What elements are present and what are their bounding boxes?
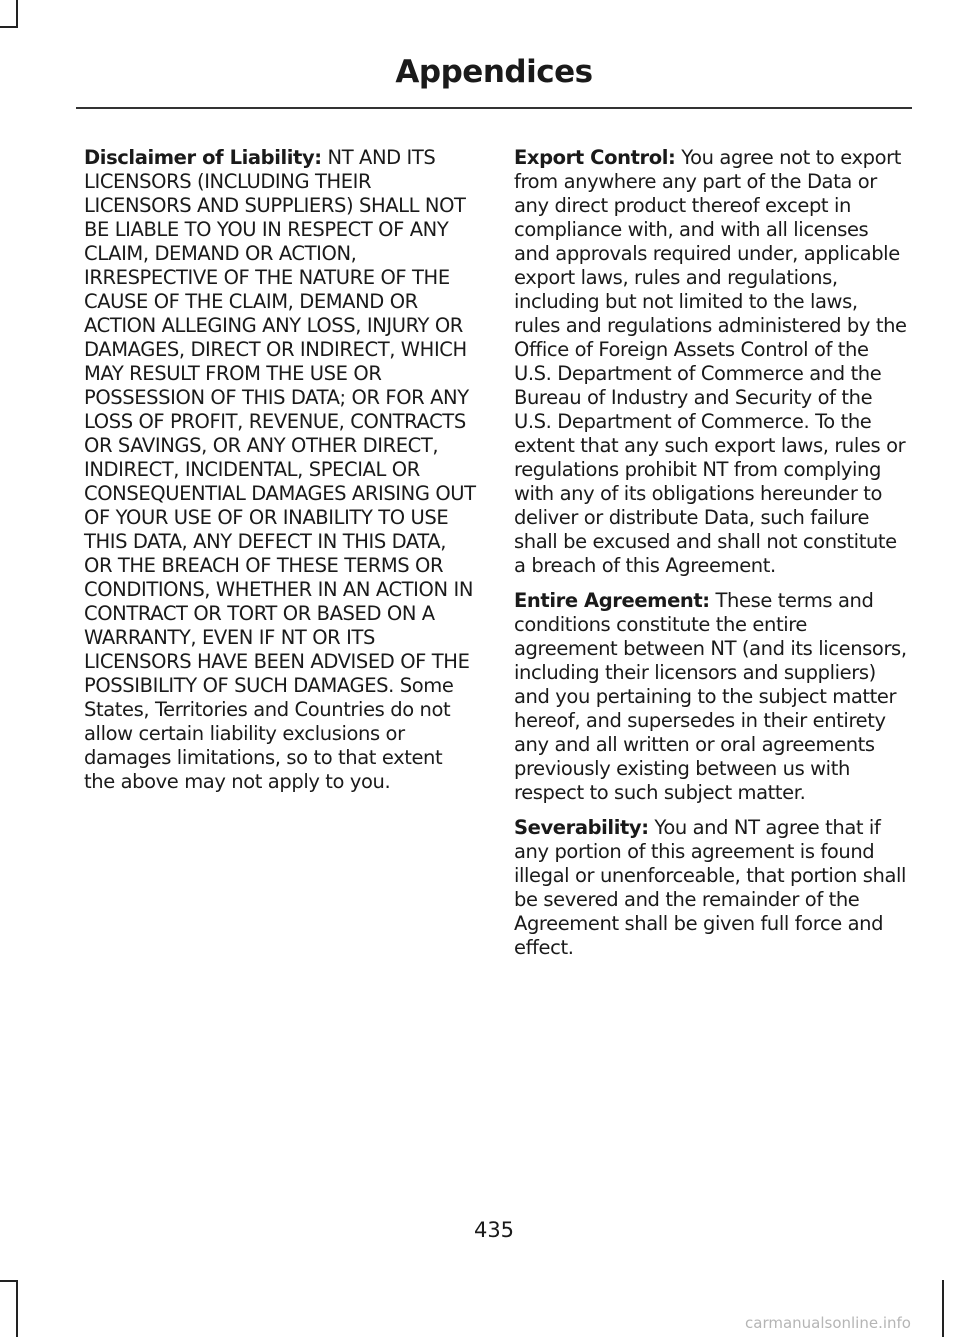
- text-entire-agreement: These terms and conditions constitute the entire agreement between NT (and its licensors, including their licensors and suppliers) and you pertaining to the subject matter hereof, and supersedes in their entirety any and all written or oral agreements previously existing between us with respect to such subject matter.: [514, 589, 907, 804]
- page-title: Appendices: [395, 54, 593, 90]
- crop-mark-bottom-right-vertical: [942, 1280, 944, 1337]
- watermark: carmanualsonline.info: [745, 1314, 911, 1332]
- term-export-control: Export Control:: [514, 146, 676, 169]
- crop-mark-top-left-vertical: [16, 0, 18, 28]
- left-column: [84, 146, 477, 805]
- crop-mark-bottom-left-horizontal: [0, 1280, 18, 1282]
- paragraph-export-control: [514, 146, 907, 578]
- paragraph-entire-agreement: [514, 589, 907, 805]
- header-divider: [76, 107, 912, 109]
- crop-mark-top-left-horizontal: [0, 26, 18, 28]
- right-column: [514, 146, 907, 971]
- text-disclaimer-of-liability: NT AND ITS LICENSORS (INCLUDING THEIR LICENSORS AND SUPPLIERS) SHALL NOT BE LIABLE TO YOU IN RESPECT OF ANY CLAIM, DEMAND OR ACTION, IRRESPECTIVE OF THE NATURE OF THE CAUSE OF THE CLAIM, DEMAND OR ACTION ALLEGING ANY LOSS, INJURY OR DAMAGES, DIRECT OR INDIRECT, WHICH MAY RESULT FROM THE USE OR POSSESSION OF THIS DATA; OR FOR ANY LOSS OF PROFIT, REVENUE, CONTRACTS OR SAVINGS, OR ANY OTHER DIRECT, INDIRECT, INCIDENTAL, SPECIAL OR CONSEQUENTIAL DAMAGES ARISING OUT OF YOUR USE OF OR INABILITY TO USE THIS DATA, ANY DEFECT IN THIS DATA, OR THE BREACH OF THESE TERMS OR CONDITIONS, WHETHER IN AN ACTION IN CONTRACT OR TORT OR BASED ON A WARRANTY, EVEN IF NT OR ITS LICENSORS HAVE BEEN ADVISED OF THE POSSIBILITY OF SUCH DAMAGES. Some States, Territories and Countries do not allow certain liability exclusions or damages limitations, so to that extent the above may not apply to you.: [84, 146, 476, 793]
- term-entire-agreement: Entire Agreement:: [514, 589, 710, 612]
- term-severability: Severability:: [514, 816, 649, 839]
- paragraph-severability: [514, 816, 907, 960]
- term-disclaimer-of-liability: Disclaimer of Liability:: [84, 146, 322, 169]
- text-export-control: You agree not to export from anywhere any part of the Data or any direct product thereof except in compliance with, and with all licenses and approvals required under, applicable export laws, rules and regulations, including but not limited to the laws, rules and regulations administered by the Office of Foreign Assets Control of the U.S. Department of Commerce and the Bureau of Industry and Security of the U.S. Department of Commerce. To the extent that any such export laws, rules or regulations prohibit NT from complying with any of its obligations hereunder to deliver or distribute Data, such failure shall be excused and shall not constitute a breach of this Agreement.: [514, 146, 907, 577]
- page-number: 435: [473, 1218, 515, 1242]
- text-severability: You and NT agree that if any portion of this agreement is found illegal or unenforceable, that portion shall be severed and the remainder of the Agreement shall be given full force and effect.: [514, 816, 907, 959]
- crop-mark-bottom-left-vertical: [16, 1280, 18, 1337]
- paragraph-disclaimer-of-liability: [84, 146, 477, 794]
